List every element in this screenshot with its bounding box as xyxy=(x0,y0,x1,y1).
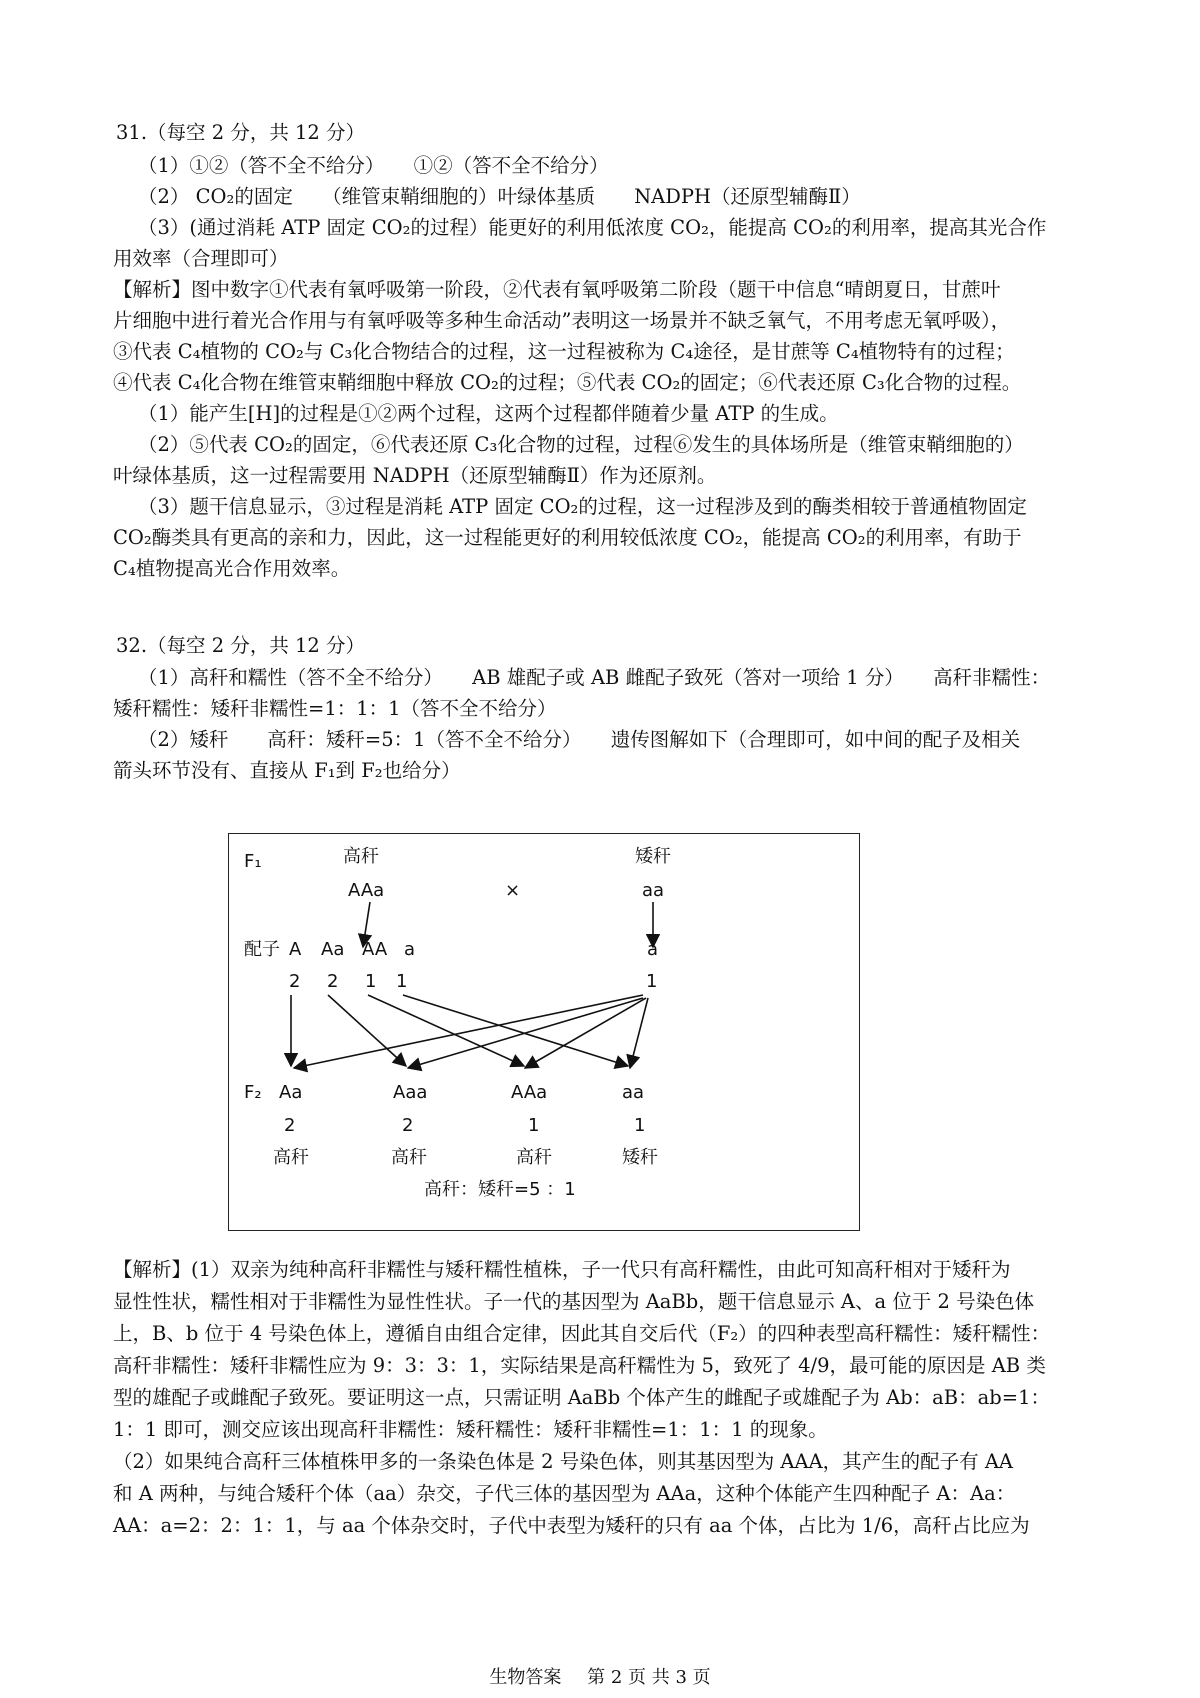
gamete-label: 配子 xyxy=(244,939,280,960)
phenotype-summary: 高秆：矮秆=5 ：1 xyxy=(424,1179,576,1200)
arrow-Aa-to-Aaa xyxy=(328,995,406,1066)
gamete-ratio-a-parent2: 1 xyxy=(646,971,658,992)
page-footer xyxy=(0,1663,1200,1689)
gamete-A: A xyxy=(289,939,302,960)
gamete-Aa: Aa xyxy=(321,939,345,960)
q31-header: 31.（每空 2 分，共 12 分） xyxy=(116,121,366,144)
gamete-ratio-Aa: 2 xyxy=(327,971,339,992)
offspring-trait-3: 高秆 xyxy=(516,1147,552,1168)
arrow-a2-to-Aa xyxy=(294,995,643,1068)
offspring-genotype-2: Aaa xyxy=(393,1082,428,1103)
q32-analysis-1: 【解析】(1）双亲为纯种高秆非糯性与矮秆糯性植株，子一代只有高秆糯性，由此可知高秆相对于矮秆为 xyxy=(113,1258,1011,1281)
offspring-trait-2: 高秆 xyxy=(391,1147,427,1168)
q32-header: 32.（每空 2 分，共 12 分） xyxy=(116,634,366,657)
q32-analysis-3: 上，B、b 位于 4 号染色体上，遵循自由组合定律，因此其自交后代（F₂）的四种表型高秆糯性：矮秆糯性： xyxy=(113,1322,1051,1345)
q32-analysis-5: 型的雄配子或雌配子致死。要证明这一点，只需证明 AaBb 个体产生的雌配子或雄配子为 Ab：aB：ab=1： xyxy=(113,1386,1050,1409)
q32-analysis-6: 1：1 即可，测交应该出现高秆非糯性：矮秆糯性：矮秆非糯性=1：1：1 的现象。 xyxy=(113,1418,828,1441)
q32-answer-1-cont: 矮秆糯性：矮秆非糯性=1：1：1（答不全不给分） xyxy=(113,697,557,720)
q31-analysis-4: ④代表 C₄化合物在维管束鞘细胞中释放 CO₂的过程；⑤代表 CO₂的固定；⑥代表还原 C₃化合物的过程。 xyxy=(113,371,1022,394)
q31-analysis-9: CO₂酶类具有更高的亲和力，因此，这一过程能更好的利用较低浓度 CO₂，能提高 CO₂的利用率，有助于 xyxy=(113,526,1022,549)
q31-answer-3: （3）(通过消耗 ATP 固定 CO₂的过程）能更好的利用低浓度 CO₂，能提高 CO₂的利用率，提高其光合作 xyxy=(138,216,1047,239)
q31-analysis-2: 片细胞中进行着光合作用与有氧呼吸等多种生命活动”表明这一场景并不缺乏氧气，不用考虑无氧呼吸）， xyxy=(113,309,1011,332)
q31-answer-3-cont: 用效率（合理即可） xyxy=(113,247,289,270)
parent1-trait: 高秆 xyxy=(343,846,379,867)
q32-answer-2-cont: 箭头环节没有、直接从 F₁到 F₂也给分） xyxy=(113,759,461,782)
arrow-AA-to-AAa xyxy=(368,995,524,1066)
offspring-genotype-4: aa xyxy=(622,1082,645,1103)
offspring-trait-1: 高秆 xyxy=(273,1147,309,1168)
cross-symbol: × xyxy=(505,880,521,901)
q32-analysis-4: 高秆非糯性：矮秆非糯性应为 9：3：3：1，实际结果是高秆糯性为 5，致死了 4/9，最可能的原因是 AB 类 xyxy=(113,1354,1046,1377)
genetic-diagram xyxy=(228,833,860,1231)
offspring-trait-4: 矮秆 xyxy=(622,1147,658,1168)
f2-label: F₂ xyxy=(244,1082,262,1103)
arrow-a2-to-AAa xyxy=(525,998,646,1068)
parent2-genotype: aa xyxy=(642,880,665,901)
gamete-a-parent2: a xyxy=(647,939,659,960)
offspring-genotype-1: Aa xyxy=(279,1082,303,1103)
q31-analysis-6: （2）⑤代表 CO₂的固定，⑥代表还原 C₃化合物的过程，过程⑥发生的具体场所是（维管束鞘细胞的） xyxy=(138,433,1024,456)
footer-subject: 生物答案 xyxy=(489,1667,562,1688)
gamete-a: a xyxy=(404,939,416,960)
gamete-ratio-AA: 1 xyxy=(365,971,377,992)
q31-analysis-3: ③代表 C₄植物的 CO₂与 C₃化合物结合的过程，这一过程被称为 C₄途径，是甘蔗等 C₄植物特有的过程； xyxy=(113,340,1015,363)
q31-analysis-10: C₄植物提高光合作用效率。 xyxy=(113,557,351,580)
arrow-a2-to-aa xyxy=(630,998,648,1068)
parent1-genotype: AAa xyxy=(348,880,385,901)
q32-analysis-9: AA：a=2：2：1：1，与 aa 个体杂交时，子代中表型为矮秆的只有 aa 个体，占比为 1/6，高秆占比应为 xyxy=(113,1514,1030,1537)
offspring-ratio-2: 2 xyxy=(402,1115,414,1136)
q32-answer-1: （1）高秆和糯性（答不全不给分） AB 雄配子或 AB 雌配子致死（答对一项给 1 分） 高秆非糯性： xyxy=(138,666,1051,689)
offspring-ratio-1: 2 xyxy=(284,1115,296,1136)
offspring-ratio-4: 1 xyxy=(634,1115,646,1136)
gamete-ratio-a: 1 xyxy=(396,971,408,992)
q31-answer-1: （1）①②（答不全不给分） ①②（答不全不给分） xyxy=(138,154,609,177)
footer-page-number: 第 2 页 共 3 页 xyxy=(587,1667,711,1688)
parent2-trait: 矮秆 xyxy=(635,846,671,867)
q32-answer-2: （2）矮秆 高秆：矮秆=5：1（答不全不给分） 遗传图解如下（合理即可，如中间的配子及相关 xyxy=(138,728,1021,751)
gamete-ratio-A: 2 xyxy=(289,971,301,992)
q32-analysis-8: 和 A 两种，与纯合矮秆个体（aa）杂交，子代三体的基因型为 AAa，这种个体能产生四种配子 A：Aa： xyxy=(113,1482,1016,1505)
q32-analysis-2: 显性性状，糯性相对于非糯性为显性性状。子一代的基因型为 AaBb，题干信息显示 A、a 位于 2 号染色体 xyxy=(113,1290,1035,1313)
q31-analysis-8: （3）题干信息显示，③过程是消耗 ATP 固定 CO₂的过程，这一过程涉及到的酶类相较于普通植物固定 xyxy=(138,495,1027,518)
q31-analysis-5: （1）能产生[H]的过程是①②两个过程，这两个过程都伴随着少量 ATP 的生成。 xyxy=(138,402,839,425)
q31-answer-2: （2） CO₂的固定 （维管束鞘细胞的）叶绿体基质 NADPH（还原型辅酶Ⅱ） xyxy=(138,185,861,208)
gamete-AA: AA xyxy=(362,939,388,960)
q31-analysis-1: 【解析】图中数字①代表有氧呼吸第一阶段，②代表有氧呼吸第二阶段（题干中信息“晴朗夏日，甘蔗叶 xyxy=(113,278,1001,301)
q32-analysis-7: （2）如果纯合高秆三体植株甲多的一条染色体是 2 号染色体，则其基因型为 AAA，其产生的配子有 AA xyxy=(113,1450,1014,1473)
f1-label: F₁ xyxy=(244,851,262,872)
q31-analysis-7: 叶绿体基质，这一过程需要用 NADPH（还原型辅酶Ⅱ）作为还原剂。 xyxy=(113,464,717,487)
offspring-ratio-3: 1 xyxy=(528,1115,540,1136)
offspring-genotype-3: AAa xyxy=(511,1082,548,1103)
